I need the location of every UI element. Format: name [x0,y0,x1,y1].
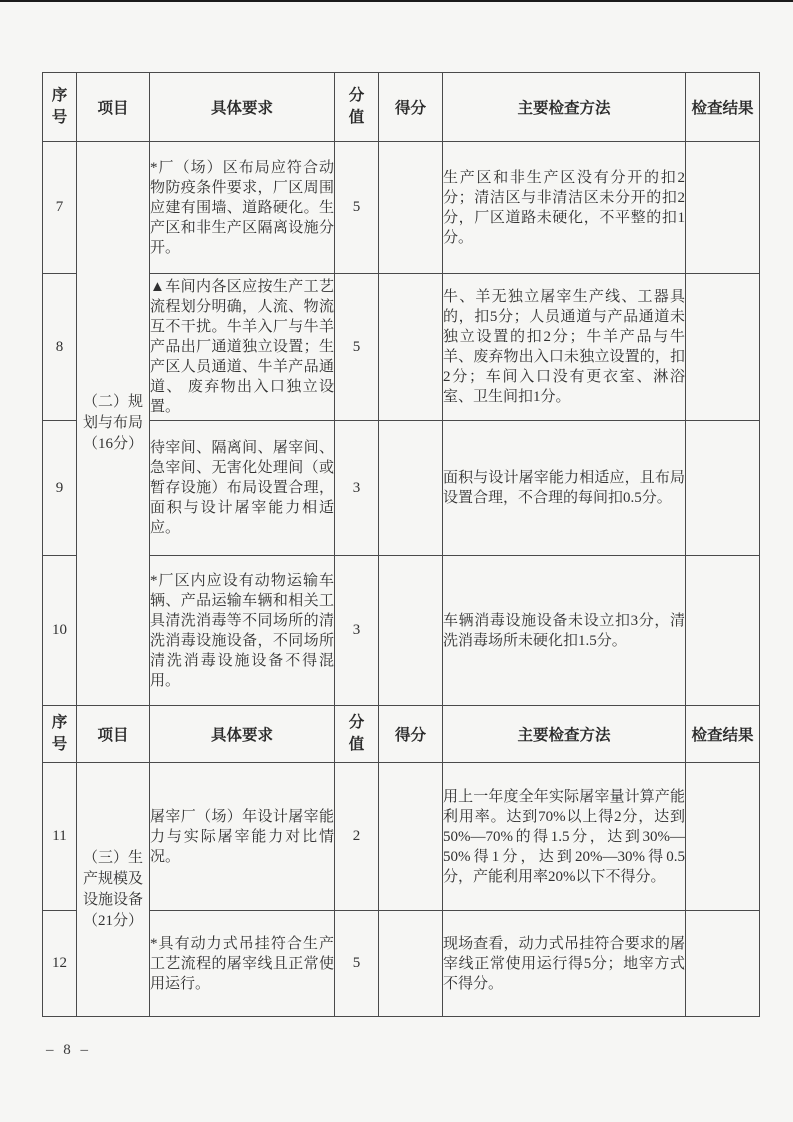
header-requirement: 具体要求 [150,73,335,142]
row-number: 12 [43,911,77,1017]
points-cell [379,911,443,1017]
inspection-result-cell [686,421,760,556]
header-item: 项目 [77,706,150,763]
score-value-cell: 3 [335,421,379,556]
table-row [43,556,760,706]
inspection-result-cell [686,911,760,1017]
inspection-method-cell: 生产区和非生产区没有分开的扣2分；清洁区与非清洁区未分开的扣2分，厂区道路未硬化，不平整的扣1分。 [443,142,686,274]
table-row [43,142,760,274]
header-seq [43,73,77,142]
header-row [43,73,760,142]
table-row [43,911,760,1017]
row-number: 10 [43,556,77,706]
requirement-cell: 待宰间、隔离间、屠宰间、急宰间、无害化处理间（或暂存设施）布局设置合理，面积与设计屠宰能力相适应。 [150,421,335,556]
row-number: 8 [43,274,77,421]
header-score [335,73,379,142]
points-cell [379,556,443,706]
header-row [43,706,760,763]
points-cell [379,421,443,556]
category-cell: （二）规划与布局（16分） [77,142,150,706]
header-method: 主要检查方法 [443,706,686,763]
header-points: 得分 [379,706,443,763]
table-row [43,421,760,556]
inspection-method-cell: 车辆消毒设施设备未设立扣3分，清洗消毒场所未硬化扣1.5分。 [443,556,686,706]
inspection-result-cell [686,763,760,911]
table-row [43,763,760,911]
table-row [43,274,760,421]
header-seq-label: 序号 [51,714,68,753]
header-points: 得分 [379,73,443,142]
header-requirement: 具体要求 [150,706,335,763]
header-score-label: 分值 [348,87,365,126]
score-value-cell: 5 [335,142,379,274]
requirement-cell: *具有动力式吊挂符合生产工艺流程的屠宰线且正常使用运行。 [150,911,335,1017]
header-result: 检查结果 [686,706,760,763]
page-number: – 8 – [46,1042,91,1058]
inspection-method-cell: 牛、羊无独立屠宰生产线、工器具的，扣5分；人员通道与产品通道未独立设置的扣2分；牛羊产品与牛羊、废弃物出入口未独立设置的，扣2分；车间入口没有更衣室、淋浴室、卫生间扣1分。 [443,274,686,421]
score-value-cell: 2 [335,763,379,911]
inspection-score-table [42,72,760,1017]
points-cell [379,274,443,421]
header-item: 项目 [77,73,150,142]
header-seq-label: 序号 [51,87,68,126]
header-method: 主要检查方法 [443,73,686,142]
inspection-method-cell: 面积与设计屠宰能力相适应，且布局设置合理，不合理的每间扣0.5分。 [443,421,686,556]
header-score-label: 分值 [348,714,365,753]
row-number: 9 [43,421,77,556]
header-score [335,706,379,763]
points-cell [379,142,443,274]
points-cell [379,763,443,911]
row-number: 11 [43,763,77,911]
inspection-result-cell [686,556,760,706]
row-number: 7 [43,142,77,274]
header-seq [43,706,77,763]
header-result: 检查结果 [686,73,760,142]
requirement-cell: 屠宰厂（场）年设计屠宰能力与实际屠宰能力对比情况。 [150,763,335,911]
requirement-cell: ▲车间内各区应按生产工艺流程划分明确，人流、物流互不干扰。牛羊入厂与牛羊产品出厂通道独立设置；生产区人员通道、牛羊产品通道、 废弃物出入口独立设置。 [150,274,335,421]
score-value-cell: 5 [335,911,379,1017]
requirement-cell: *厂（场）区布局应符合动物防疫条件要求，厂区周围应建有围墙、道路硬化。生产区和非生产区隔离设施分开。 [150,142,335,274]
score-value-cell: 5 [335,274,379,421]
inspection-result-cell [686,142,760,274]
inspection-method-cell: 现场查看，动力式吊挂符合要求的屠宰线正常使用运行得5分；地宰方式不得分。 [443,911,686,1017]
requirement-cell: *厂区内应设有动物运输车辆、产品运输车辆和相关工具清洗消毒等不同场所的清洗消毒设施设备，不同场所清洗消毒设施设备不得混用。 [150,556,335,706]
category-cell: （三）生产规模及设施设备（21分） [77,763,150,1017]
inspection-result-cell [686,274,760,421]
scan-artifact-top-edge [0,0,793,2]
score-value-cell: 3 [335,556,379,706]
inspection-method-cell: 用上一年度全年实际屠宰量计算产能利用率。达到70%以上得2分，达到50%—70%的得1.5分，达到30%—50%得1分，达到20%—30%得0.5分，产能利用率20%以下不得分。 [443,763,686,911]
